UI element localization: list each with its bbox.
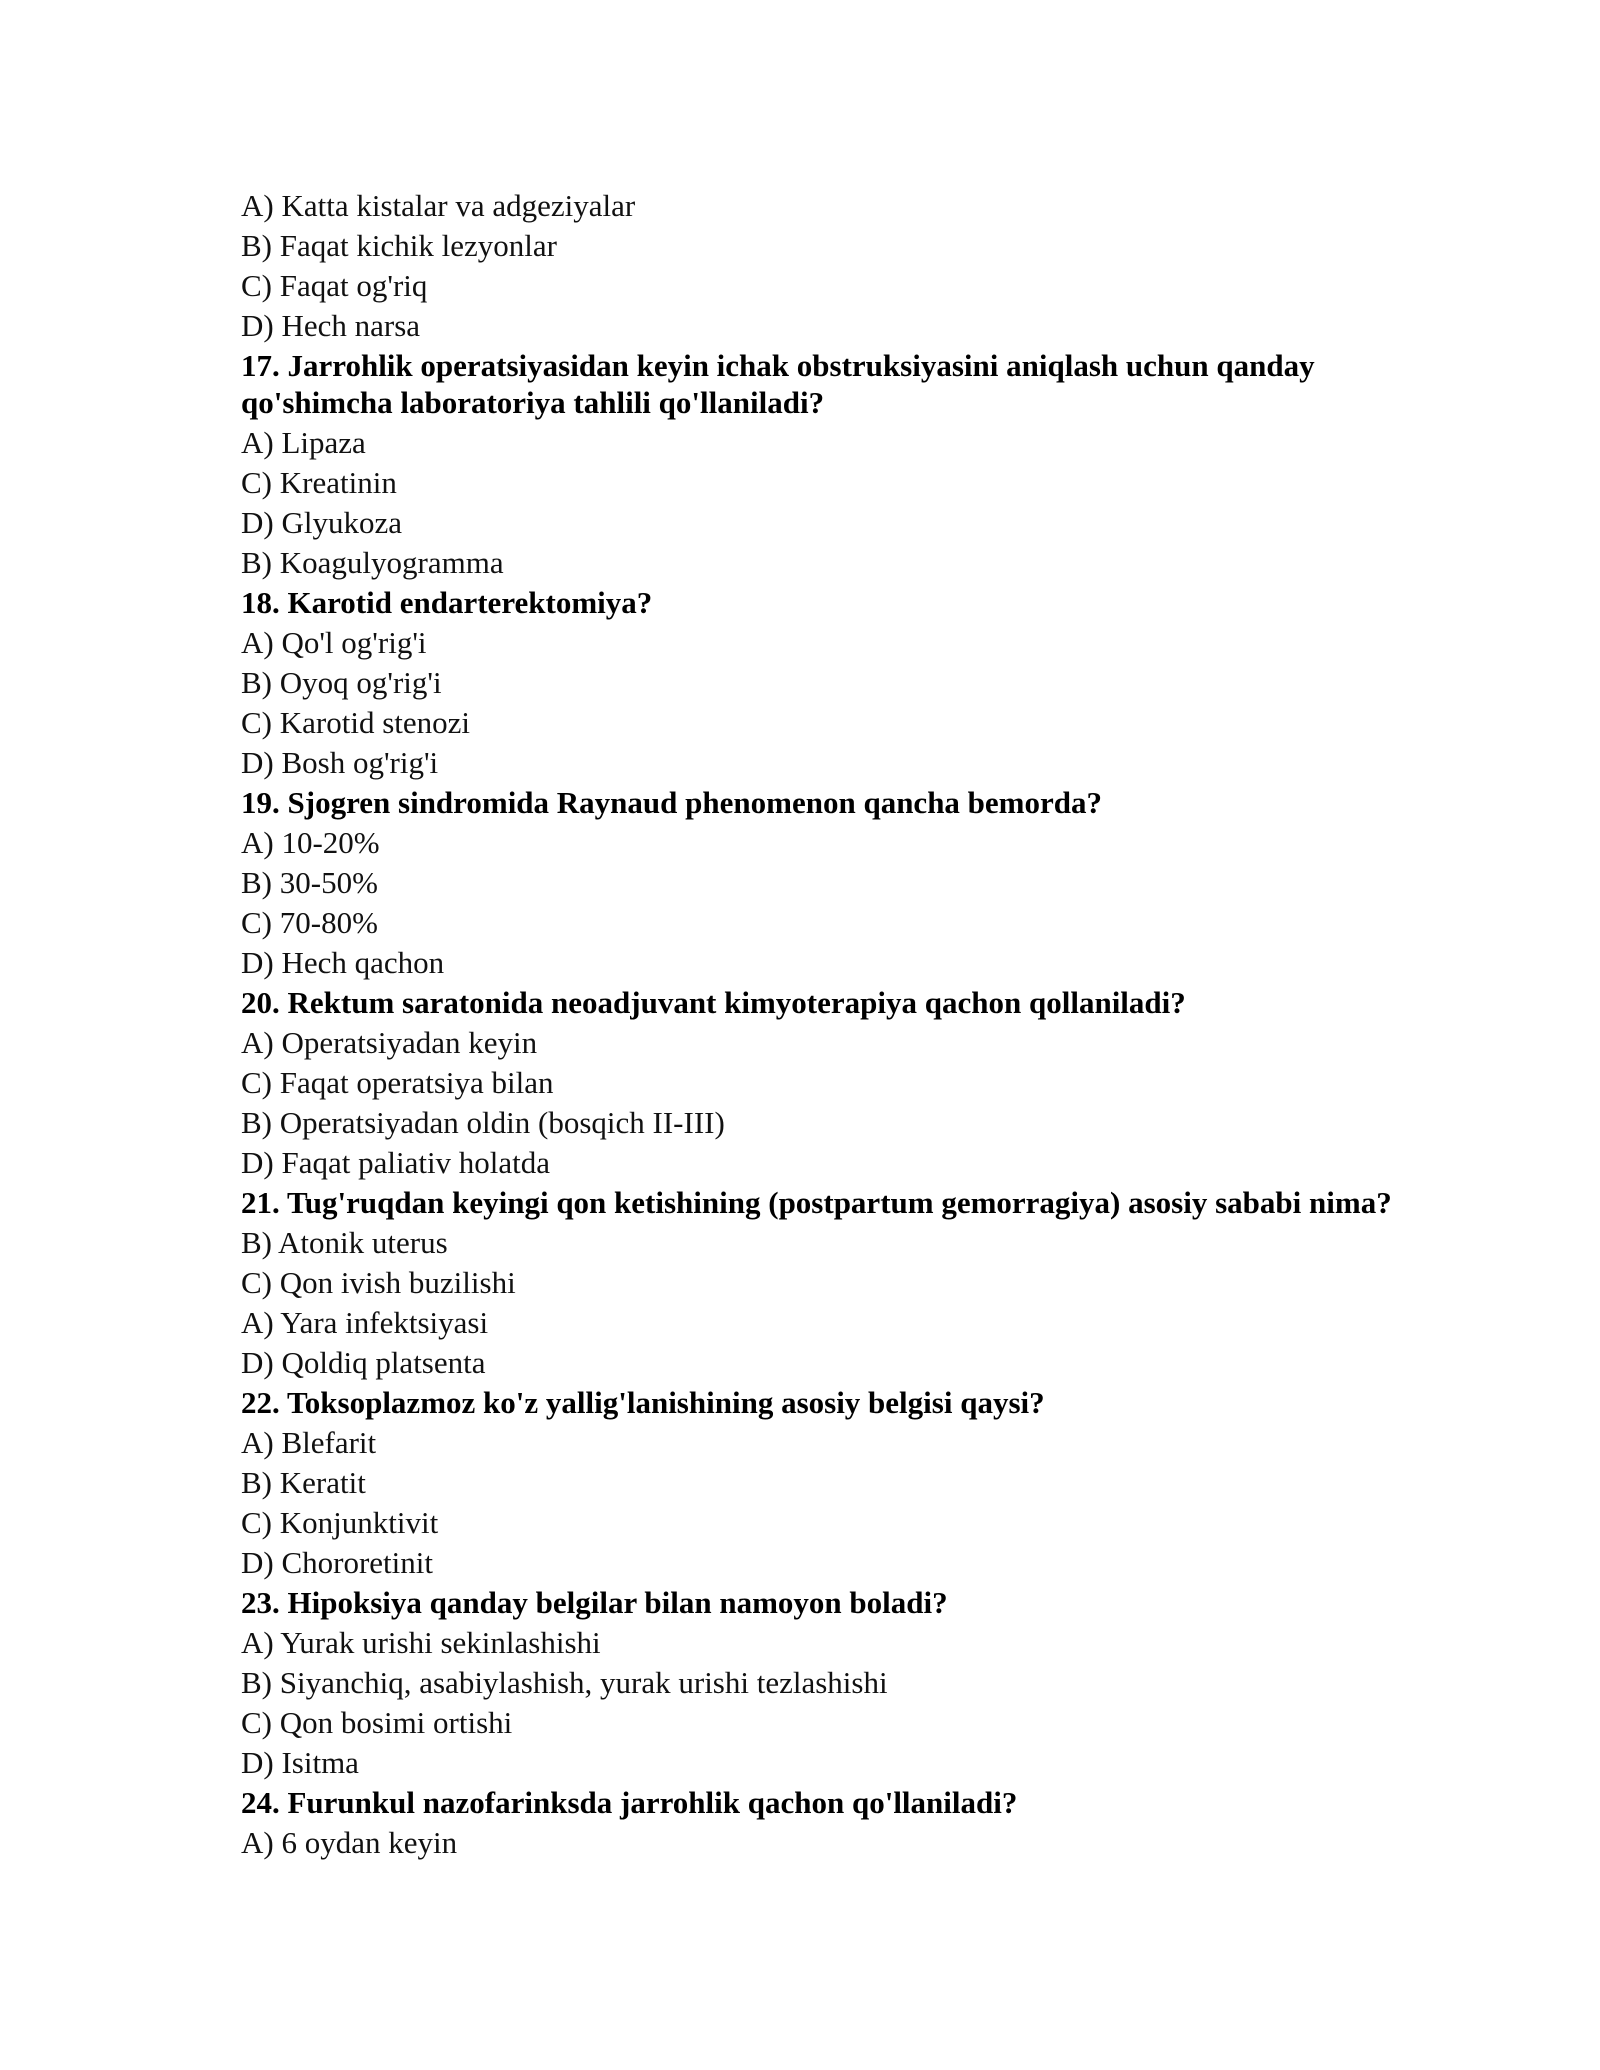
answer-option: C) 70-80% <box>241 905 378 940</box>
document-page <box>241 186 1441 1863</box>
answer-option: D) Hech narsa <box>241 308 421 343</box>
answer-option: C) Konjunktivit <box>241 1505 439 1540</box>
question-text: 18. Karotid endarterektomiya? <box>241 585 653 620</box>
answer-option: D) Isitma <box>241 1745 359 1780</box>
answer-option: B) Oyoq og'rig'i <box>241 665 442 700</box>
answer-option: C) Qon bosimi ortishi <box>241 1705 513 1740</box>
question-text: 22. Toksoplazmoz ko'z yallig'lanishining asosiy belgisi qaysi? <box>241 1385 1045 1420</box>
answer-option: D) Faqat paliativ holatda <box>241 1145 551 1180</box>
answer-option: B) Operatsiyadan oldin (bosqich II-III) <box>241 1105 725 1140</box>
answer-option: C) Qon ivish buzilishi <box>241 1265 516 1300</box>
question-text: 20. Rektum saratonida neoadjuvant kimyoterapiya qachon qollaniladi? <box>241 985 1186 1020</box>
answer-option: D) Bosh og'rig'i <box>241 745 439 780</box>
answer-option: A) Yara infektsiyasi <box>241 1305 489 1340</box>
answer-option: C) Kreatinin <box>241 465 397 500</box>
answer-option: A) Operatsiyadan keyin <box>241 1025 538 1060</box>
answer-option: D) Qoldiq platsenta <box>241 1345 486 1380</box>
answer-option: D) Chororetinit <box>241 1545 433 1580</box>
answer-option: B) Koagulyogramma <box>241 545 504 580</box>
answer-option: C) Karotid stenozi <box>241 705 471 740</box>
question-text: 19. Sjogren sindromida Raynaud phenomenon qancha bemorda? <box>241 785 1103 820</box>
answer-option: A) Katta kistalar va adgeziyalar <box>241 188 636 223</box>
answer-option: C) Faqat og'riq <box>241 268 428 303</box>
answer-option: A) Lipaza <box>241 425 366 460</box>
answer-option: B) Siyanchiq, asabiylashish, yurak urishi tezlashishi <box>241 1665 888 1700</box>
answer-option: D) Glyukoza <box>241 505 402 540</box>
answer-option: A) Blefarit <box>241 1425 377 1460</box>
answer-option: B) 30-50% <box>241 865 378 900</box>
answer-option: A) Qo'l og'rig'i <box>241 625 427 660</box>
question-text: 24. Furunkul nazofarinksda jarrohlik qachon qo'llaniladi? <box>241 1785 1018 1820</box>
question-text: 23. Hipoksiya qanday belgilar bilan namoyon boladi? <box>241 1585 948 1620</box>
answer-option: B) Keratit <box>241 1465 366 1500</box>
answer-option: A) Yurak urishi sekinlashishi <box>241 1625 601 1660</box>
question-text: 17. Jarrohlik operatsiyasidan keyin ichak obstruksiyasini aniqlash uchun qanday qo'shimcha laboratoriya tahlili qo'llaniladi? <box>241 348 1315 420</box>
answer-option: A) 10-20% <box>241 825 380 860</box>
question-text: 21. Tug'ruqdan keyingi qon ketishining (postpartum gemorragiya) asosiy sababi nima? <box>241 1185 1392 1220</box>
answer-option: C) Faqat operatsiya bilan <box>241 1065 554 1100</box>
answer-option: A) 6 oydan keyin <box>241 1825 458 1860</box>
answer-option: B) Atonik uterus <box>241 1225 448 1260</box>
answer-option: B) Faqat kichik lezyonlar <box>241 228 557 263</box>
answer-option: D) Hech qachon <box>241 945 445 980</box>
